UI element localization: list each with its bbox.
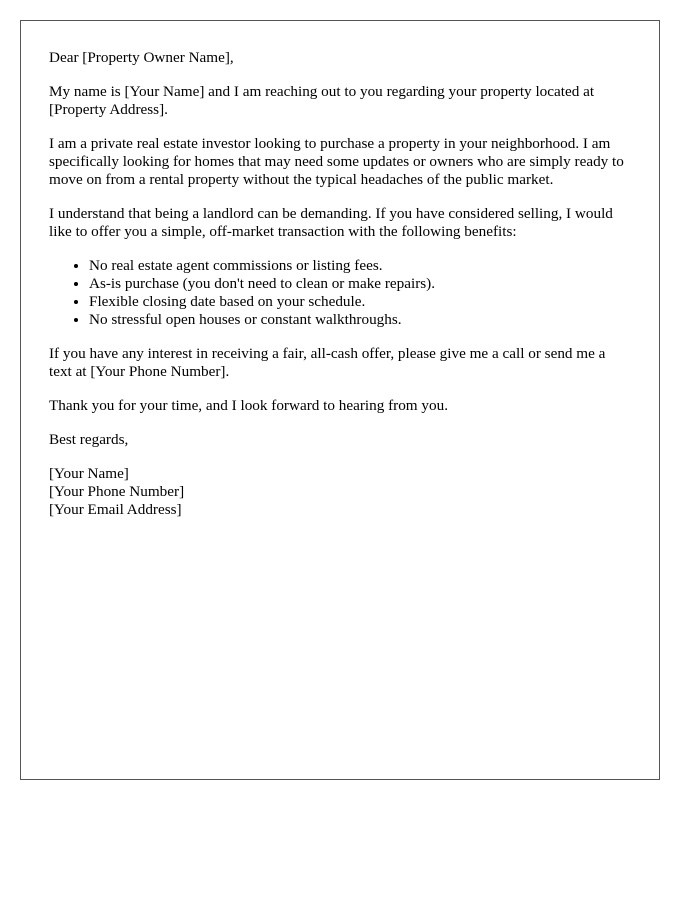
signature-name: [Your Name] — [49, 465, 129, 482]
benefit-item: • As-is purchase (you don't need to clean or make repairs). — [89, 275, 631, 293]
offer-paragraph: I understand that being a landlord can be demanding. If you have considered selling, I would like to offer you a simple, off-market transaction with the following benefits: — [49, 205, 613, 240]
closing: Best regards, — [49, 431, 129, 448]
about-paragraph: I am a private real estate investor looking to purchase a property in your neighborhood. I am specifically looking for homes that may need some updates or owners who are simply ready to move on from a rental property without the typical headaches of the public market. — [49, 135, 624, 188]
letter-document — [20, 20, 660, 780]
intro-paragraph: My name is [Your Name] and I am reaching out to you regarding your property located at [Property Address]. — [49, 83, 595, 118]
thanks-paragraph: Thank you for your time, and I look forward to hearing from you. — [49, 397, 448, 414]
signature-phone: [Your Phone Number] — [49, 483, 185, 500]
benefits-list — [49, 257, 631, 329]
benefit-item: • No stressful open houses or constant walkthroughs. — [89, 311, 631, 329]
benefit-item: • No real estate agent commissions or listing fees. — [89, 257, 631, 275]
call-to-action-paragraph: If you have any interest in receiving a fair, all-cash offer, please give me a call or send me a text at [Your Phone Number]. — [49, 345, 606, 380]
salutation: Dear [Property Owner Name], — [49, 49, 234, 66]
signature-block — [49, 465, 631, 519]
signature-email: [Your Email Address] — [49, 501, 182, 518]
benefit-item: • Flexible closing date based on your schedule. — [89, 293, 631, 311]
